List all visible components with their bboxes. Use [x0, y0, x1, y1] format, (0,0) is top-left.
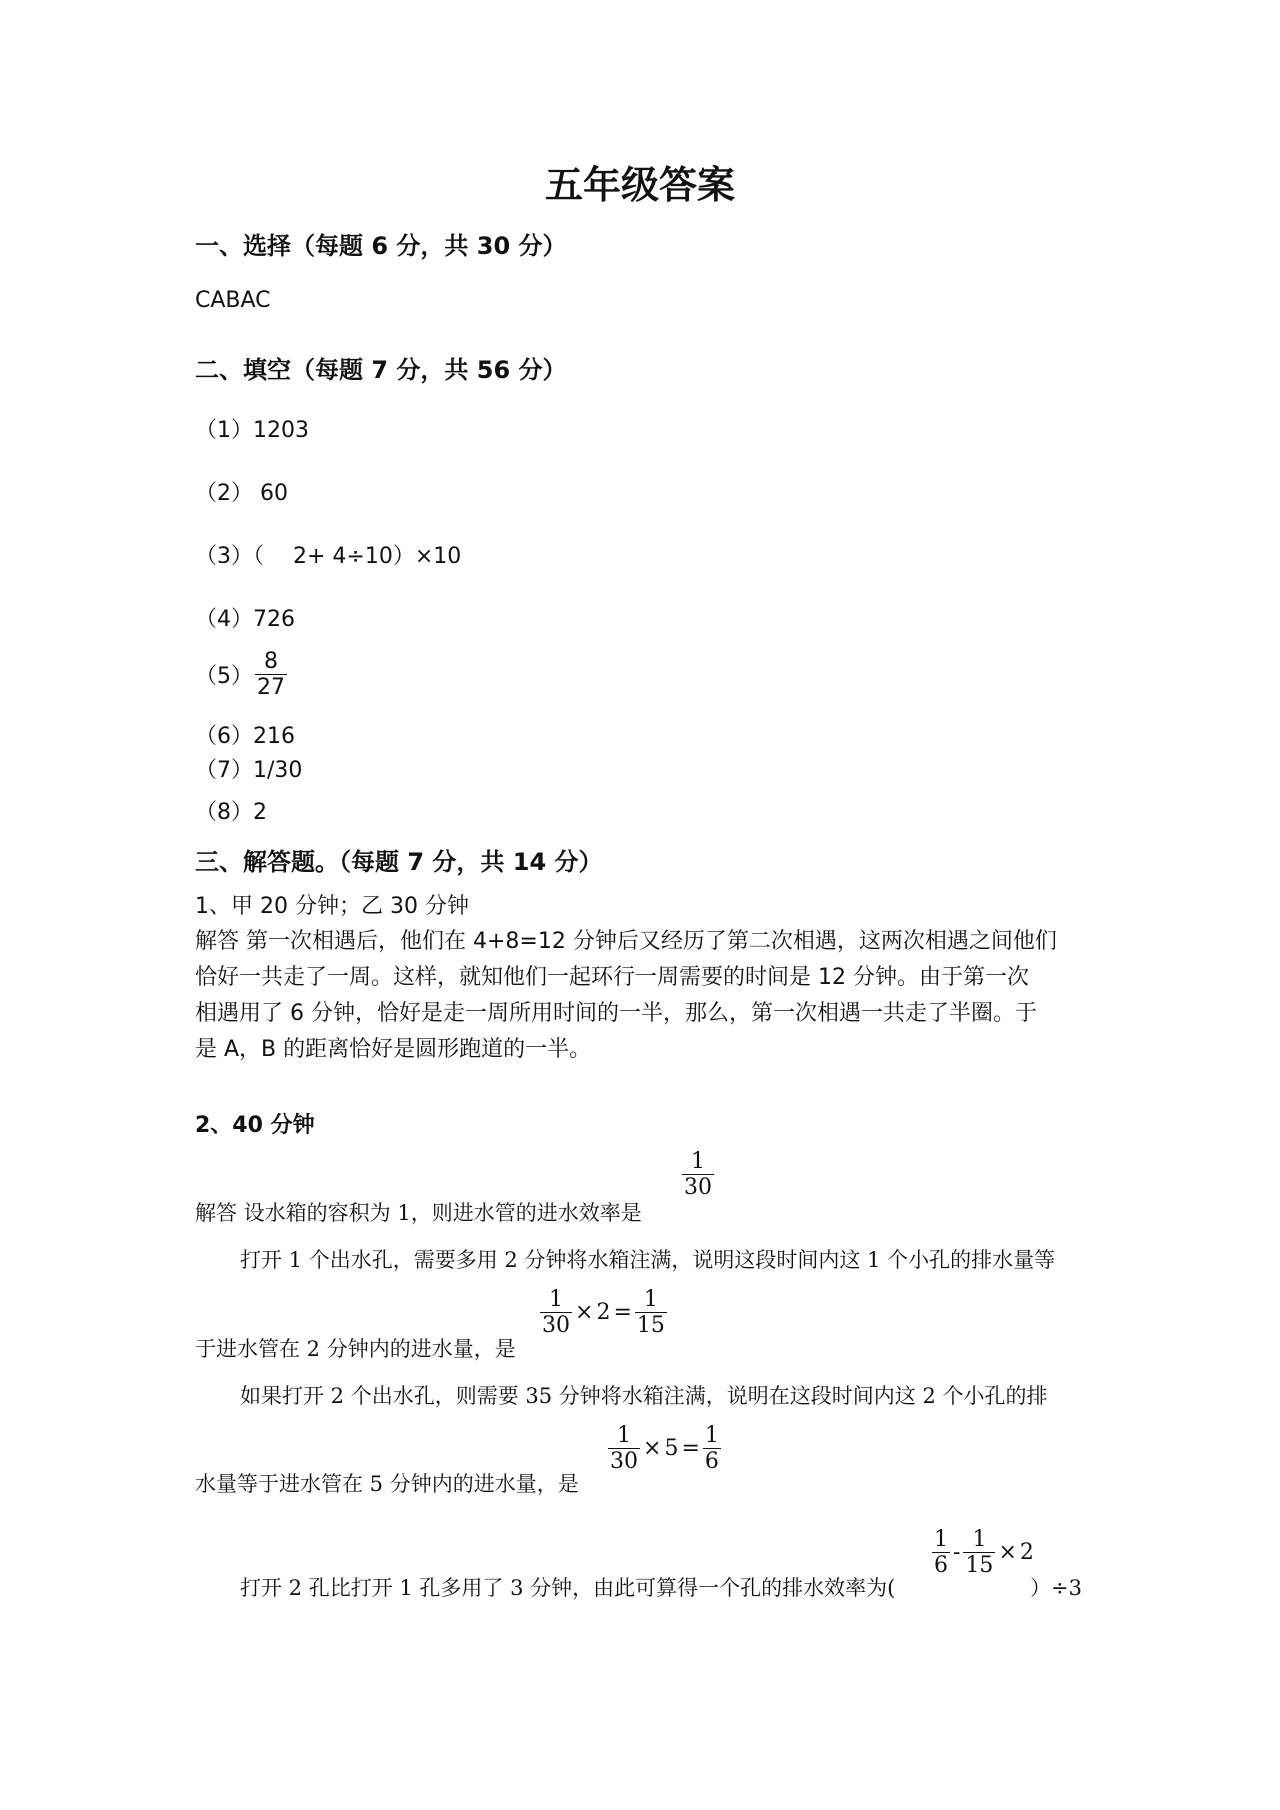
equals-sign: =	[681, 1436, 700, 1462]
fraction-numerator: 1	[691, 1149, 705, 1174]
fraction-numerator: 1	[643, 1287, 658, 1312]
fraction	[682, 1150, 714, 1199]
fill-value: 1203	[253, 418, 309, 443]
fraction	[608, 1424, 640, 1473]
equals-sign: =	[613, 1300, 632, 1326]
fraction-denominator: 6	[704, 1449, 719, 1475]
fraction-numerator: 1	[704, 1423, 719, 1448]
times-sign: ×	[643, 1436, 662, 1462]
multiplier: 2	[1019, 1540, 1034, 1566]
times-sign: ×	[575, 1300, 594, 1326]
q2-solution-line: 打开 2 孔比打开 1 孔多用了 3 分钟，由此可算得一个孔的排水效率为(	[240, 1576, 896, 1600]
fill-label: （3）	[195, 544, 253, 569]
q2-solution-line: 打开 1 个出水孔，需要多用 2 分钟将水箱注满，说明这段时间内这 1 个小孔的排水量等	[240, 1248, 1056, 1272]
q2-equation-1	[540, 1288, 667, 1337]
fraction-denominator: 15	[965, 1553, 994, 1579]
fraction-denominator: 15	[636, 1313, 665, 1339]
fraction	[635, 1288, 667, 1337]
fill-label: （1）	[195, 418, 253, 443]
fraction-numerator: 1	[617, 1423, 631, 1448]
q2-equation-2	[608, 1424, 721, 1473]
fill-answer-5	[195, 650, 287, 699]
fill-answer-8	[195, 795, 267, 826]
fill-label: （4）	[195, 607, 253, 632]
q2-equation-3	[932, 1528, 1034, 1577]
fraction-denominator: 30	[610, 1449, 638, 1475]
fraction-numerator: 1	[934, 1527, 948, 1552]
q2-fraction-1-30	[682, 1150, 714, 1199]
section3-heading: 三、解答题。（每题 7 分，共 14 分）	[195, 848, 603, 876]
fill-answer-2	[195, 476, 288, 507]
fraction-denominator: 30	[542, 1313, 570, 1339]
minus-sign: -	[953, 1540, 961, 1566]
fill-answer-4	[195, 602, 295, 633]
fill-answer-7	[195, 753, 302, 784]
q2-solution-line-end: ）÷3	[1030, 1576, 1082, 1600]
fill-value: 1/30	[253, 758, 303, 783]
fill-label: （5）	[195, 664, 253, 690]
fraction-numerator: 1	[549, 1287, 563, 1312]
fill-answer-1	[195, 413, 309, 444]
fill-label: （2）	[195, 481, 253, 506]
fraction	[540, 1288, 572, 1337]
q2-solution-line: 如果打开 2 个出水孔，则需要 35 分钟将水箱注满，说明在这段时间内这 2 个小孔的排	[240, 1384, 1048, 1408]
fraction	[703, 1424, 721, 1473]
fraction	[255, 650, 287, 699]
page-title: 五年级答案	[545, 162, 736, 207]
multiplier: 5	[664, 1436, 679, 1462]
fill-value: 216	[253, 724, 295, 749]
fill-value: 60	[253, 481, 288, 506]
fill-value: 726	[253, 607, 295, 632]
q1-solution-line: 相遇用了 6 分钟，恰好是走一周所用时间的一半，那么，第一次相遇一共走了半圈。于	[195, 1001, 1037, 1026]
fill-answer-3	[195, 539, 461, 570]
times-sign: ×	[998, 1540, 1017, 1566]
fill-label: （6）	[195, 724, 253, 749]
choice-answers: CABAC	[195, 288, 271, 313]
fraction	[932, 1528, 950, 1577]
fraction-denominator: 30	[684, 1175, 712, 1201]
fraction-denominator: 27	[257, 675, 285, 701]
q2-answer: 2、40 分钟	[195, 1113, 315, 1138]
fraction	[963, 1528, 995, 1577]
q2-solution-line: 水量等于进水管在 5 分钟内的进水量，是	[195, 1472, 579, 1496]
fraction-denominator: 6	[934, 1553, 948, 1579]
fill-value: （ 2+ 4÷10）×10	[253, 544, 462, 569]
q1-solution-line: 恰好一共走了一周。这样，就知他们一起环行一周需要的时间是 12 分钟。由于第一次	[195, 965, 1029, 990]
fill-label: （8）	[195, 800, 253, 825]
fill-value: 2	[253, 800, 267, 825]
fill-answer-6	[195, 719, 295, 750]
q1-solution-line: 是 A，B 的距离恰好是圆形跑道的一半。	[195, 1037, 592, 1062]
q2-solution-line: 解答 设水箱的容积为 1，则进水管的进水效率是	[195, 1201, 642, 1225]
q1-solution-line: 解答 第一次相遇后，他们在 4+8=12 分钟后又经历了第二次相遇，这两次相遇之间他们	[195, 929, 1057, 954]
multiplier: 2	[596, 1300, 611, 1326]
fill-label: （7）	[195, 758, 253, 783]
q2-solution-line: 于进水管在 2 分钟内的进水量，是	[195, 1337, 516, 1361]
section2-heading: 二、填空（每题 7 分，共 56 分）	[195, 356, 567, 384]
q1-answer: 1、甲 20 分钟；乙 30 分钟	[195, 894, 469, 919]
fraction-numerator: 8	[264, 649, 278, 674]
fraction-numerator: 1	[972, 1527, 987, 1552]
section1-heading: 一、选择（每题 6 分，共 30 分）	[195, 232, 567, 260]
